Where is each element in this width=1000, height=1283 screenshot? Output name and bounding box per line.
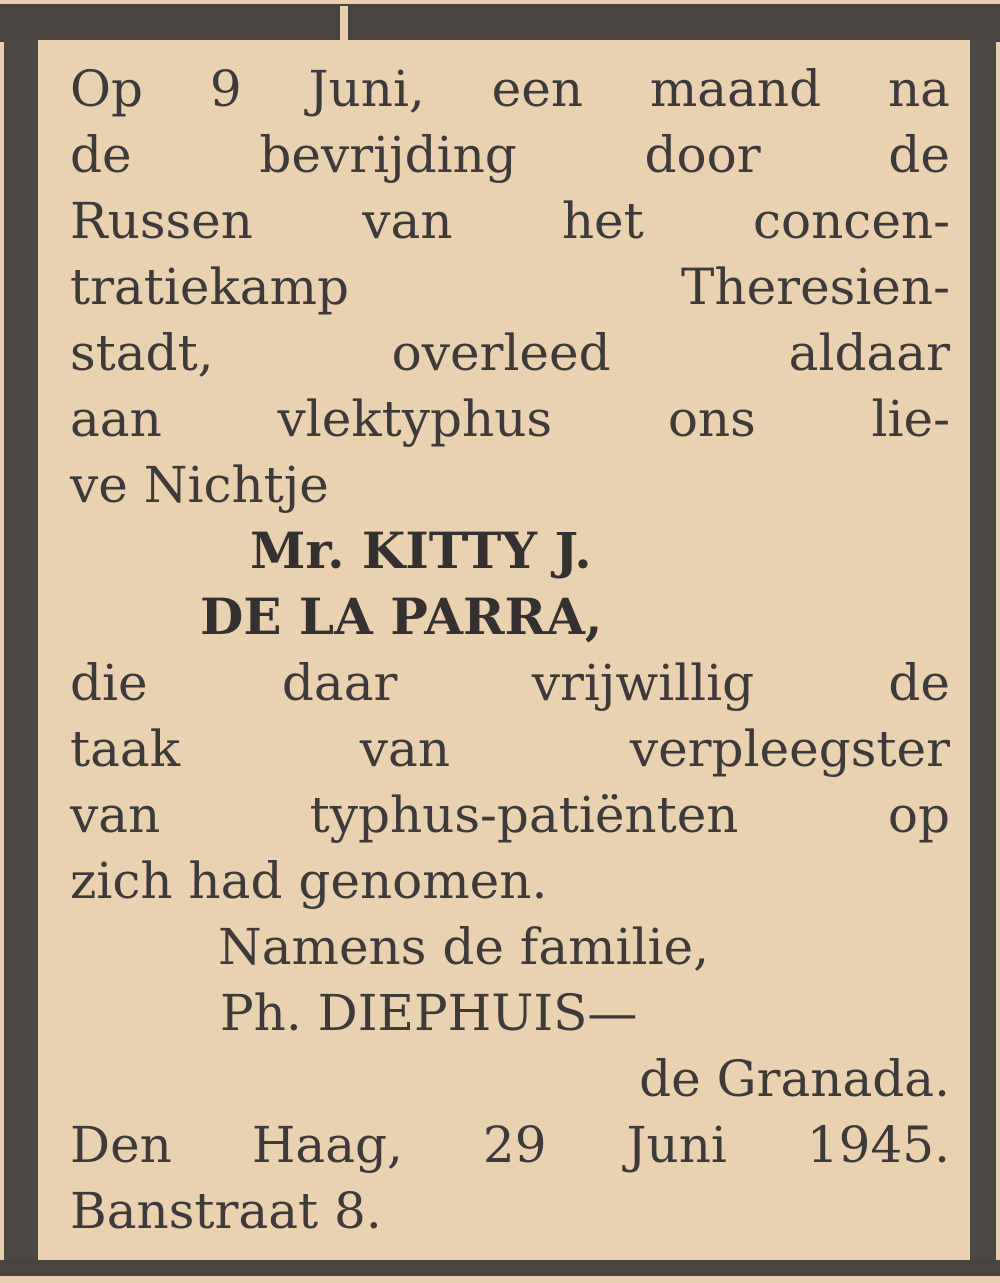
right-border	[970, 40, 996, 1262]
notice-line: taak van verpleegster	[70, 720, 950, 778]
notice-line: van typhus-patiënten op	[70, 786, 950, 844]
notice-line: zich had genomen.	[70, 852, 548, 910]
notice-line: tratiekamp Theresien-	[70, 258, 950, 316]
signature-line: Namens de familie,	[218, 918, 709, 976]
address: Banstraat 8.	[70, 1182, 382, 1240]
notice-line: die daar vrijwillig de	[70, 654, 950, 712]
notice-line: de bevrijding door de	[70, 126, 950, 184]
signature-name-cont: de Granada.	[639, 1050, 950, 1108]
notice-text	[70, 56, 950, 1244]
bottom-border	[0, 1260, 1000, 1276]
deceased-name-line-2: DE LA PARRA,	[200, 587, 603, 646]
place-date: Den Haag, 29 Juni 1945.	[70, 1116, 950, 1174]
top-border-gap	[340, 6, 348, 40]
notice-line: Russen van het concen-	[70, 192, 950, 250]
notice-line: stadt, overleed aldaar	[70, 324, 950, 382]
notice-line: aan vlektyphus ons lie-	[70, 390, 950, 448]
notice-line: ve Nichtje	[70, 456, 329, 514]
signature-name: Ph. DIEPHUIS—	[220, 984, 638, 1042]
notice-line: Op 9 Juni, een maand na	[70, 60, 950, 118]
deceased-name-line-1: Mr. KITTY J.	[250, 521, 592, 580]
left-border	[4, 40, 38, 1262]
top-border	[0, 4, 1000, 42]
